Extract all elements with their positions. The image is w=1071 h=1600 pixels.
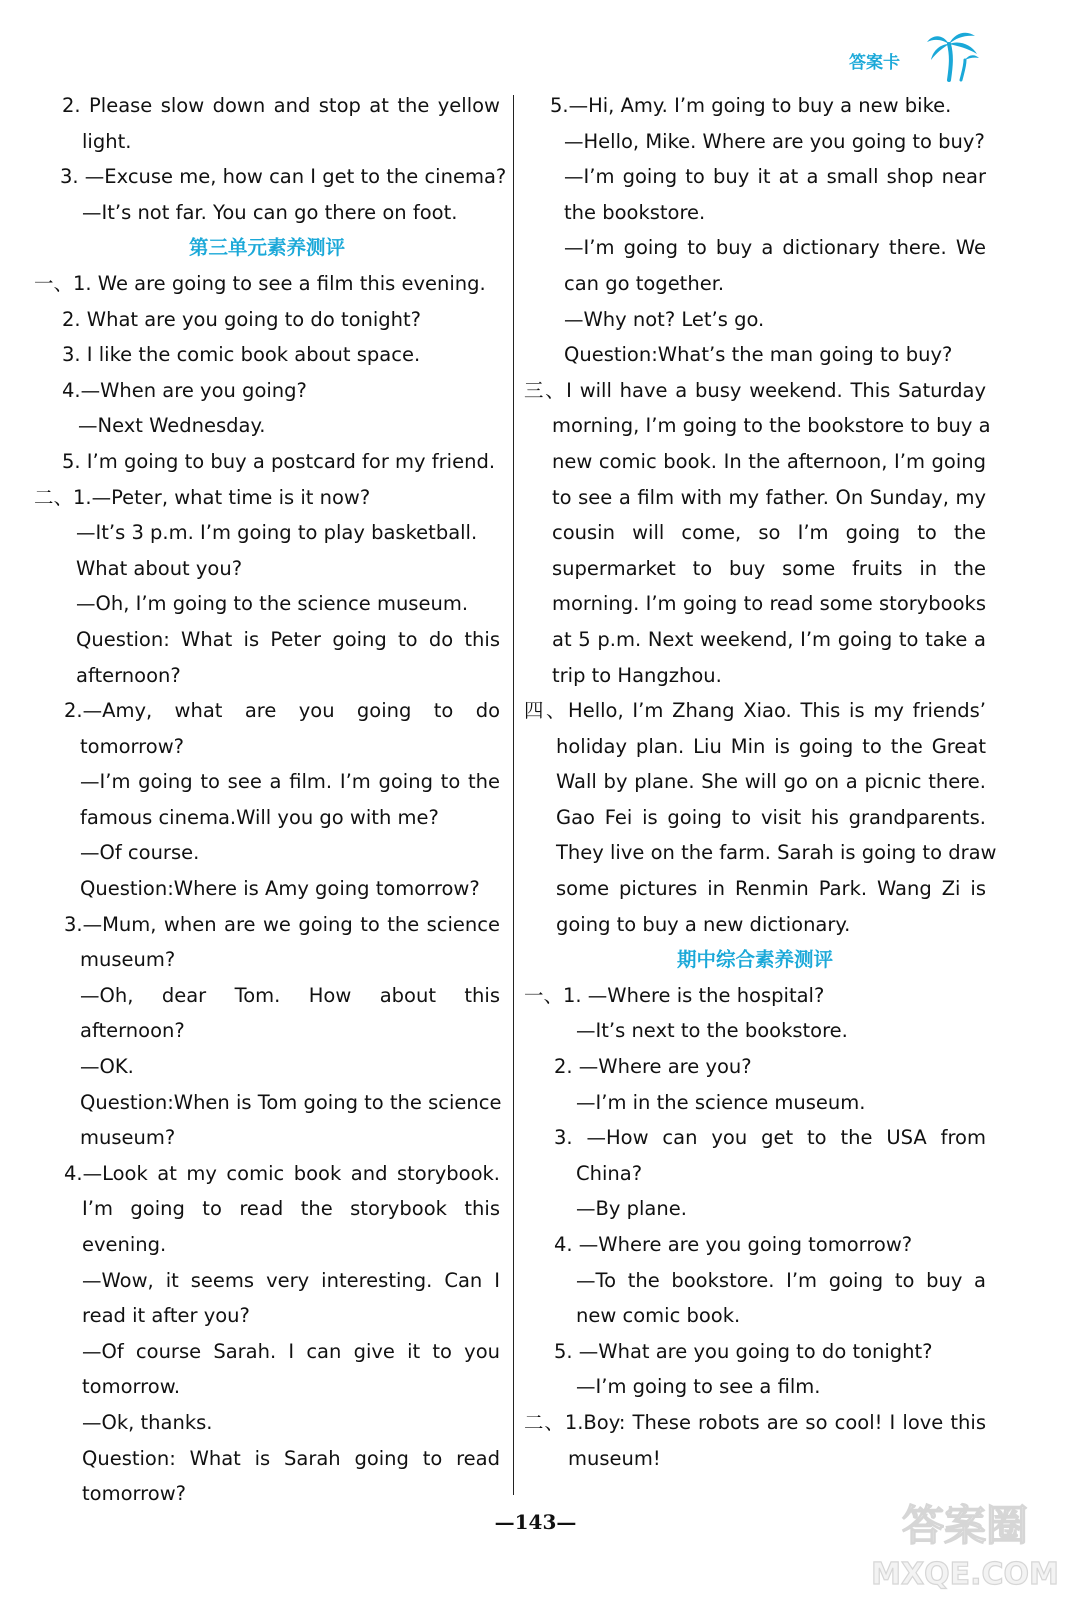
text-line: museum! (568, 1446, 661, 1470)
text-line: 一、1. —Where is the hospital? (524, 983, 825, 1007)
text-line: 3. —Excuse me, how can I get to the cinema? (60, 165, 507, 189)
text-line: —Hello, Mike. Where are you going to buy? (564, 129, 985, 153)
text-line: —I’m going to buy a dictionary there. We (564, 236, 986, 260)
text-line: What about you? (76, 556, 243, 580)
text-line: afternoon? (80, 1019, 185, 1043)
header-label: 答案卡 (849, 53, 900, 73)
text-line: 3. —How can you get to the USA from (554, 1126, 986, 1150)
text-line: 二、1.—Peter, what time is it now? (34, 485, 371, 509)
watermark-top: 答案圈 (901, 1501, 1029, 1550)
text-line: museum? (80, 948, 176, 972)
text-line: 3.—Mum, when are we going to the science (64, 912, 500, 936)
text-line: read it after you? (82, 1304, 250, 1328)
text-line: supermarket to buy some fruits in the (552, 556, 986, 580)
left-column (34, 88, 507, 1512)
text-line: —I’m going to see a film. (576, 1375, 821, 1399)
text-line: —To the bookstore. I’m going to buy a (576, 1268, 986, 1292)
text-line: some pictures in Renmin Park. Wang Zi is (556, 877, 986, 901)
text-line: 2. What are you going to do tonight? (62, 307, 422, 331)
text-line: museum? (80, 1126, 176, 1150)
text-line: new comic book. (576, 1304, 741, 1328)
text-line: light. (82, 129, 132, 153)
text-line: 4.—Look at my comic book and storybook. (64, 1161, 500, 1185)
text-line: afternoon? (76, 663, 181, 687)
text-line: evening. (82, 1233, 167, 1256)
text-line: China? (576, 1161, 643, 1185)
text-line: —Ok, thanks. (82, 1410, 213, 1434)
palm-tree-icon (925, 26, 981, 82)
text-line: Question: What is Sarah going to read (82, 1446, 500, 1470)
text-line: Question:What’s the man going to buy? (564, 343, 953, 367)
text-line: —Oh, I’m going to the science museum. (76, 592, 469, 616)
text-line: 4. —Where are you going tomorrow? (554, 1233, 913, 1256)
text-line: to see a film with my father. On Sunday, my (552, 485, 986, 509)
text-line: Question:When is Tom going to the science (80, 1090, 502, 1114)
watermark-bottom: MXQE.COM (871, 1557, 1059, 1592)
watermark-logo (870, 1488, 1060, 1592)
text-line: at 5 p.m. Next weekend, I’m going to take a (552, 627, 986, 651)
text-line: morning. I’m going to read some storybooks (552, 592, 986, 616)
text-line: Question: What is Peter going to do this (76, 627, 500, 651)
text-line: 2. —Where are you? (554, 1055, 752, 1079)
text-line: —I’m going to see a film. I’m going to the (80, 770, 500, 794)
text-line: —It’s not far. You can go there on foot. (82, 200, 458, 224)
text-line: —I’m going to buy it at a small shop near (564, 165, 986, 189)
text-line: holiday plan. Liu Min is going to the Great (556, 734, 986, 758)
text-line: morning, I’m going to the bookstore to buy a (552, 414, 991, 438)
text-line: cousin will come, so I’m going to the (552, 521, 986, 545)
text-line: —Why not? Let’s go. (564, 307, 765, 331)
text-line: the bookstore. (564, 200, 706, 224)
text-line: going to buy a new dictionary. (556, 912, 851, 936)
text-line: tomorrow. (82, 1375, 181, 1399)
right-column (524, 88, 997, 1476)
text-line: new comic book. In the afternoon, I’m going (552, 449, 986, 473)
text-line: Wall by plane. She will go on a picnic there. (556, 770, 986, 794)
text-line: tomorrow? (80, 734, 184, 758)
text-line: They live on the farm. Sarah is going to draw (556, 841, 997, 865)
text-line: 四、Hello, I’m Zhang Xiao. This is my friends’ (524, 699, 986, 723)
text-line: —It’s next to the bookstore. (576, 1019, 848, 1043)
section-heading: 期中综合素养测评 (676, 948, 833, 972)
text-line: —Of course Sarah. I can give it to you (82, 1339, 500, 1363)
text-line: —Next Wednesday. (78, 414, 266, 438)
text-line: 2.—Amy, what are you going to do (64, 699, 500, 723)
text-line: Gao Fei is going to visit his grandparents. (556, 805, 986, 829)
text-line: 5. I’m going to buy a postcard for my friend. (62, 449, 496, 473)
text-line: I’m going to read the storybook this (82, 1197, 500, 1221)
text-line: 4.—When are you going? (62, 378, 307, 402)
section-heading: 第三单元素养测评 (188, 236, 345, 260)
text-line: 5. —What are you going to do tonight? (554, 1339, 933, 1363)
text-line: 2. Please slow down and stop at the yellow (62, 94, 500, 117)
column-divider (513, 95, 514, 1495)
text-line: famous cinema.Will you go with me? (80, 805, 439, 829)
text-line: —Oh, dear Tom. How about this (80, 983, 500, 1007)
page-number: —143— (494, 1510, 577, 1534)
text-line: tomorrow? (82, 1482, 186, 1506)
text-line: 二、1.Boy: These robots are so cool! I love this (524, 1410, 986, 1434)
text-line: —Of course. (80, 841, 200, 865)
text-line: —By plane. (576, 1197, 687, 1221)
text-line: 三、I will have a busy weekend. This Saturday (524, 378, 986, 402)
text-line: trip to Hangzhou. (552, 663, 722, 687)
text-line: —OK. (80, 1055, 134, 1079)
text-line: —I’m in the science museum. (576, 1090, 866, 1114)
text-line: can go together. (564, 271, 725, 295)
text-line: 一、1. We are going to see a film this evening. (34, 271, 486, 295)
text-line: 3. I like the comic book about space. (62, 343, 421, 367)
text-line: Question:Where is Amy going tomorrow? (80, 877, 480, 901)
text-line: —It’s 3 p.m. I’m going to play basketball. (76, 521, 478, 545)
text-line: 5.—Hi, Amy. I’m going to buy a new bike. (550, 94, 952, 117)
text-line: —Wow, it seems very interesting. Can I (82, 1268, 500, 1292)
